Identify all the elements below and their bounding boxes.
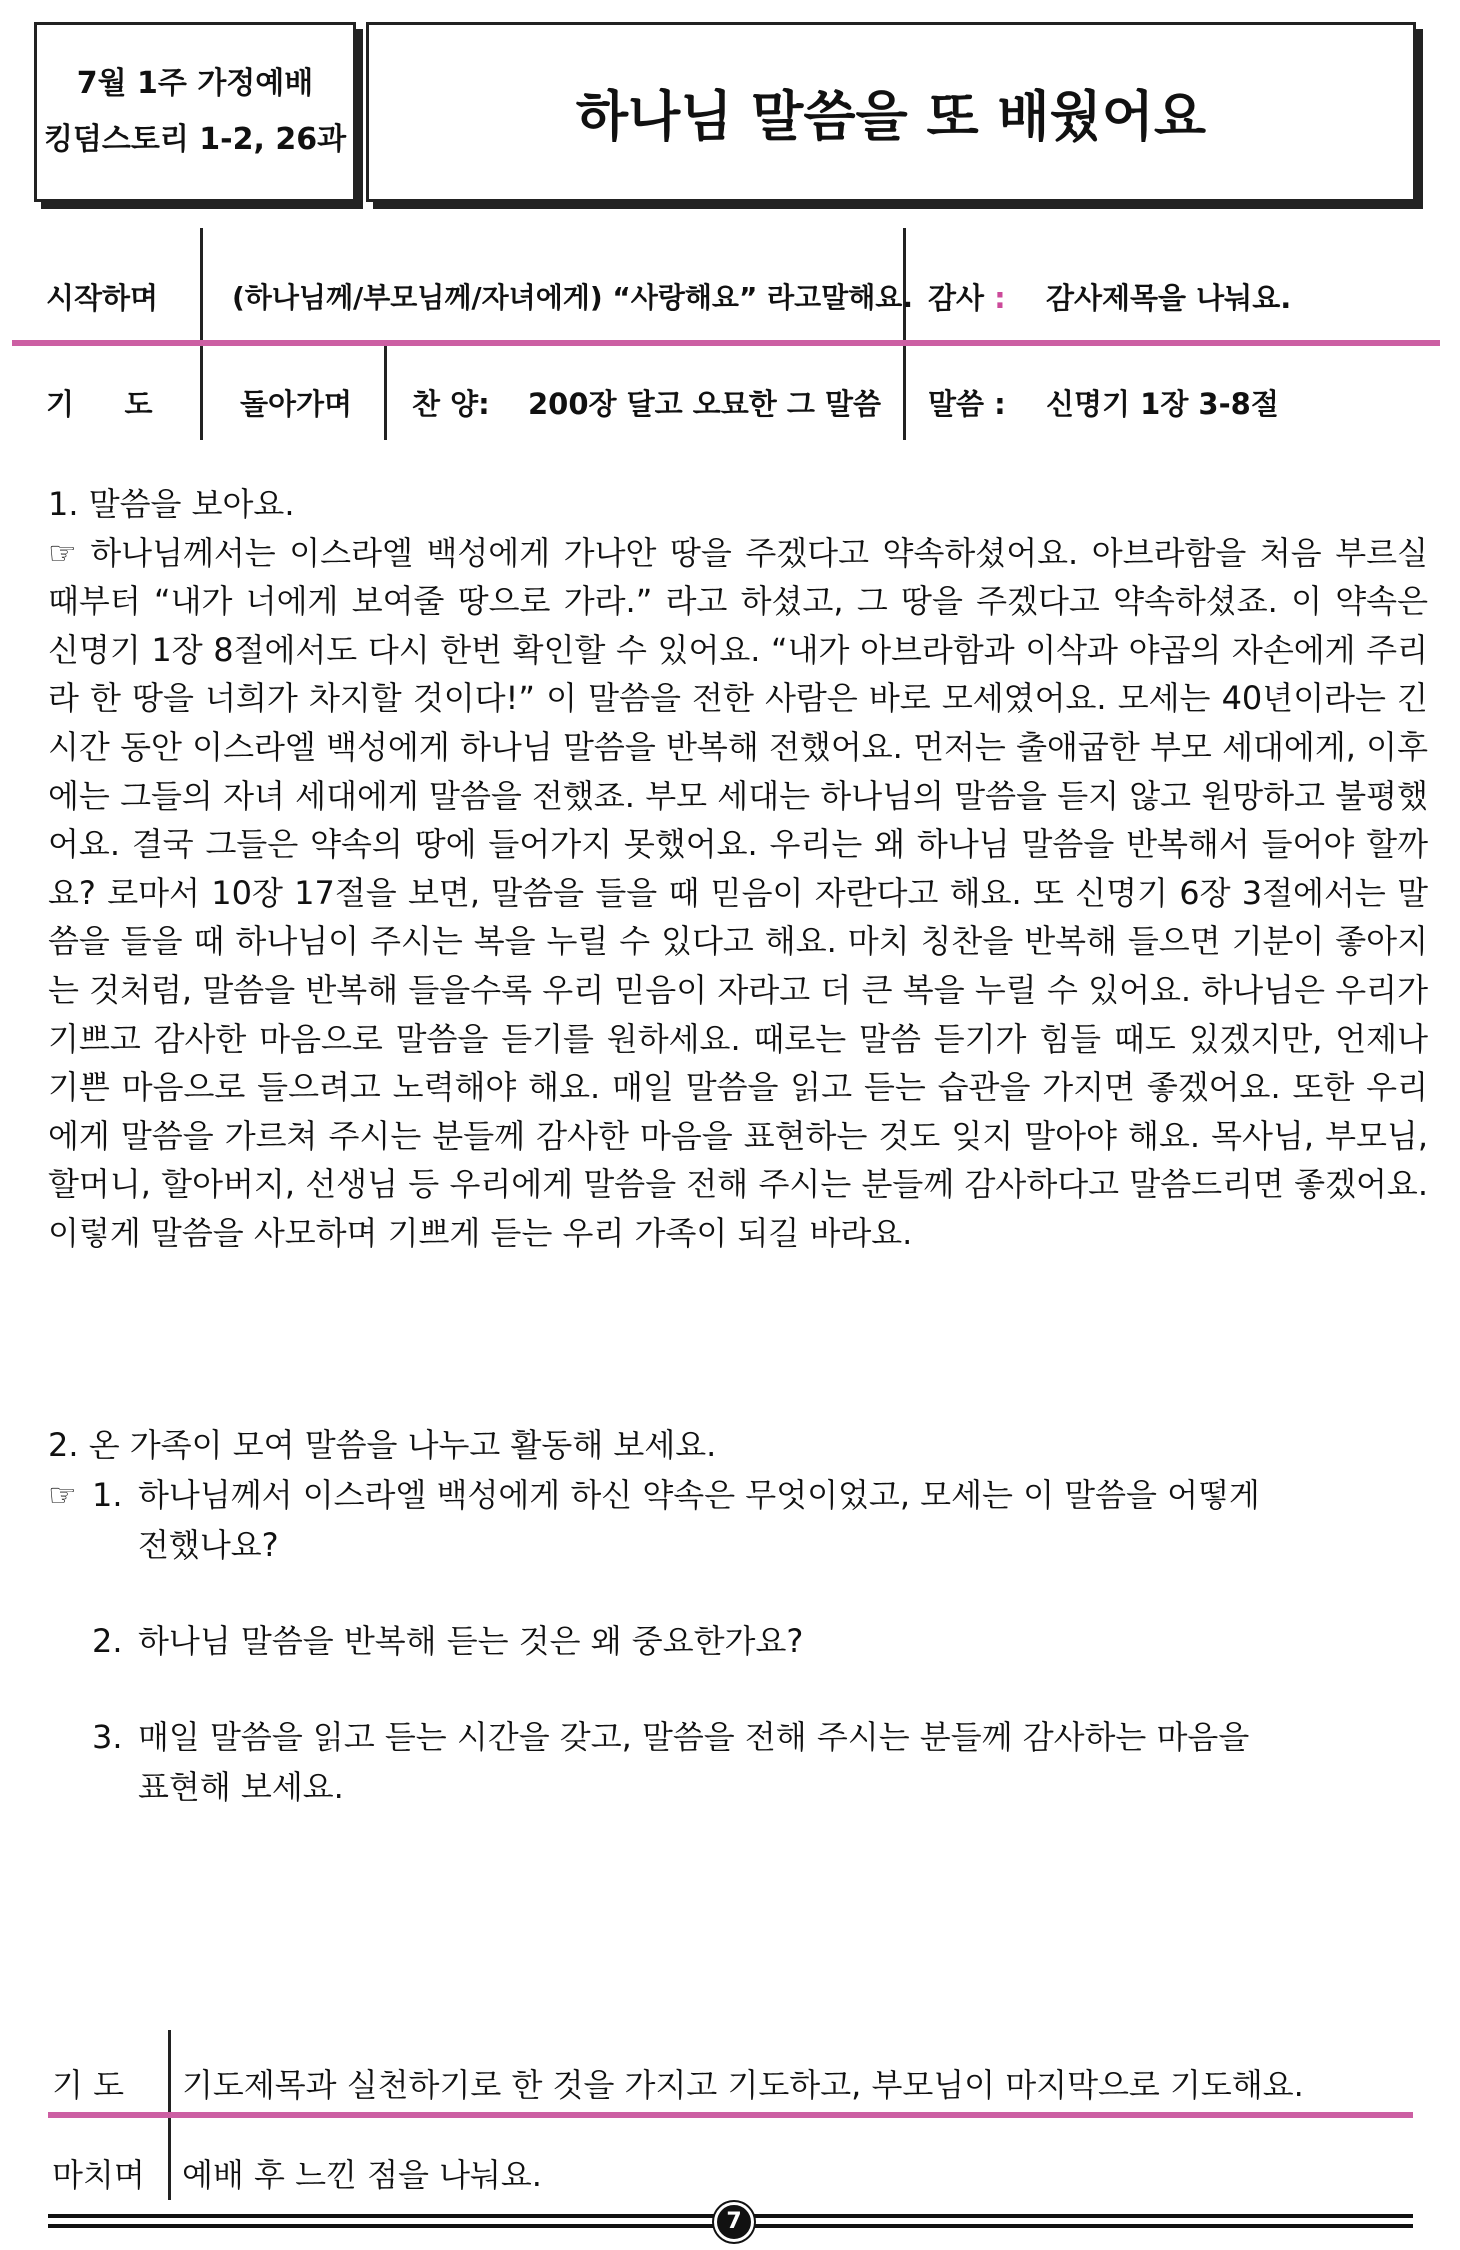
- section1-heading: 1. 말씀을 보아요.: [48, 485, 295, 523]
- question-1-cont: 전했나요?: [138, 1526, 279, 1564]
- scripture-reference: 신명기 1장 3-8절: [1046, 387, 1279, 421]
- pink-rule: [48, 2112, 1413, 2118]
- question-3: 매일 말씀을 읽고 듣는 시간을 갖고, 말씀을 전해 주시는 분들께 감사하는 마음을: [138, 1718, 1250, 1756]
- divider: [903, 228, 906, 440]
- prayer-order: 돌아가며: [240, 387, 353, 421]
- hymn-title: 200장 달고 오묘한 그 말씀: [528, 387, 882, 421]
- closing-label: 마치며: [52, 2156, 145, 2194]
- question-3-number: 3.: [92, 1718, 123, 1756]
- closing-prayer-label: 기 도: [52, 2066, 124, 2104]
- lesson-series: 킹덤스토리 1-2, 26과: [43, 122, 347, 157]
- question-2-number: 2.: [92, 1622, 123, 1660]
- question-1: 하나님께서 이스라엘 백성에게 하신 약속은 무엇이었고, 모세는 이 말씀을 어떻게: [138, 1476, 1260, 1514]
- word-label: 말씀 :: [928, 387, 1006, 421]
- thanks-text: 감사제목을 나눠요.: [1046, 281, 1292, 315]
- section1: [48, 480, 1428, 1258]
- thanks-colon: :: [994, 281, 1006, 315]
- section1-body: ☞ 하나님께서는 이스라엘 백성에게 가나안 땅을 주겠다고 약속하셨어요. 아브라함을 처음 부르실 때부터 “내가 너에게 보여줄 땅으로 가라.” 라고 하셨고, 그 땅을 주겠다고 약속하셨죠. 이 약속은 신명기 1장 8절에서도 다시 한번 확인할 수 있어요. “내가 아브라함과 이삭과 야곱의 자손에게 주리라 한 땅을 너희가 차지할 것이다!” 이 말씀을 전한 사람은 바로 모세였어요. 모세는 40년이라는 긴 시간 동안 이스라엘 백성에게 하나님 말씀을 반복해 전했어요. 먼저는 출애굽한 부모 세대에게, 이후에는 그들의 자녀 세대에게 말씀을 전했죠. 부모 세대는 하나님의 말씀을 듣지 않고 원망하고 불평했어요. 결국 그들은 약속의 땅에 들어가지 못했어요. 우리는 왜 하나님 말씀을 반복해서 들어야 할까요? 로마서 10장 17절을 보면, 말씀을 들을 때 믿음이 자란다고 해요. 또 신명기 6장 3절에서는 말씀을 들을 때 하나님이 주시는 복을 누릴 수 있다고 해요. 마치 칭찬을 반복해 들으면 기분이 좋아지는 것처럼, 말씀을 반복해 들을수록 우리 믿음이 자라고 더 큰 복을 누릴 수 있어요. 하나님은 우리가 기쁘고 감사한 마음으로 말씀을 듣기를 원하세요. 때로는 말씀 듣기가 힘들 때도 있겠지만, 언제나 기쁜 마음으로 들으려고 노력해야 해요. 매일 말씀을 읽고 듣는 습관을 가지면 좋겠어요. 또한 우리에게 말씀을 가르쳐 주시는 분들께 감사한 마음을 표현하는 것도 잊지 말아야 해요. 목사님, 부모님, 할머니, 할아버지, 선생님 등 우리에게 말씀을 전해 주시는 분들께 감사하다고 말씀드리면 좋겠어요. 이렇게 말씀을 사모하며 기쁘게 듣는 우리 가족이 되길 바라요.: [48, 533, 1428, 1252]
- row1-greeting: (하나님께/부모님께/자녀에게) “사랑해요” 라고말해요.: [232, 281, 913, 314]
- thanks-label-text: 감사: [928, 281, 985, 315]
- page-number: 7: [714, 2202, 754, 2242]
- question-1-number: 1.: [92, 1476, 123, 1514]
- title-box: [366, 22, 1416, 202]
- lesson-info-box: [34, 22, 356, 202]
- section2-heading: 2. 온 가족이 모여 말씀을 나누고 활동해 보세요.: [48, 1426, 717, 1464]
- pink-rule: [12, 340, 1440, 346]
- thanks-label: [928, 276, 1006, 317]
- divider: [384, 346, 387, 440]
- question-3-cont: 표현해 보세요.: [138, 1768, 344, 1806]
- closing-text: 예배 후 느낀 점을 나눠요.: [182, 2156, 542, 2194]
- row1-label: 시작하며: [46, 281, 159, 315]
- row2-label: 기 도: [46, 387, 153, 421]
- lesson-week: 7월 1주 가정예배: [76, 66, 314, 101]
- closing-prayer-text: 기도제목과 실천하기로 한 것을 가지고 기도하고, 부모님이 마지막으로 기도해요.: [182, 2066, 1304, 2104]
- page-title: 하나님 말씀을 또 배웠어요: [575, 84, 1207, 148]
- pointer-icon: ☞: [48, 1476, 77, 1514]
- divider: [200, 228, 203, 440]
- question-2: 하나님 말씀을 반복해 듣는 것은 왜 중요한가요?: [138, 1622, 804, 1660]
- hymn-label: 찬 양:: [412, 387, 490, 421]
